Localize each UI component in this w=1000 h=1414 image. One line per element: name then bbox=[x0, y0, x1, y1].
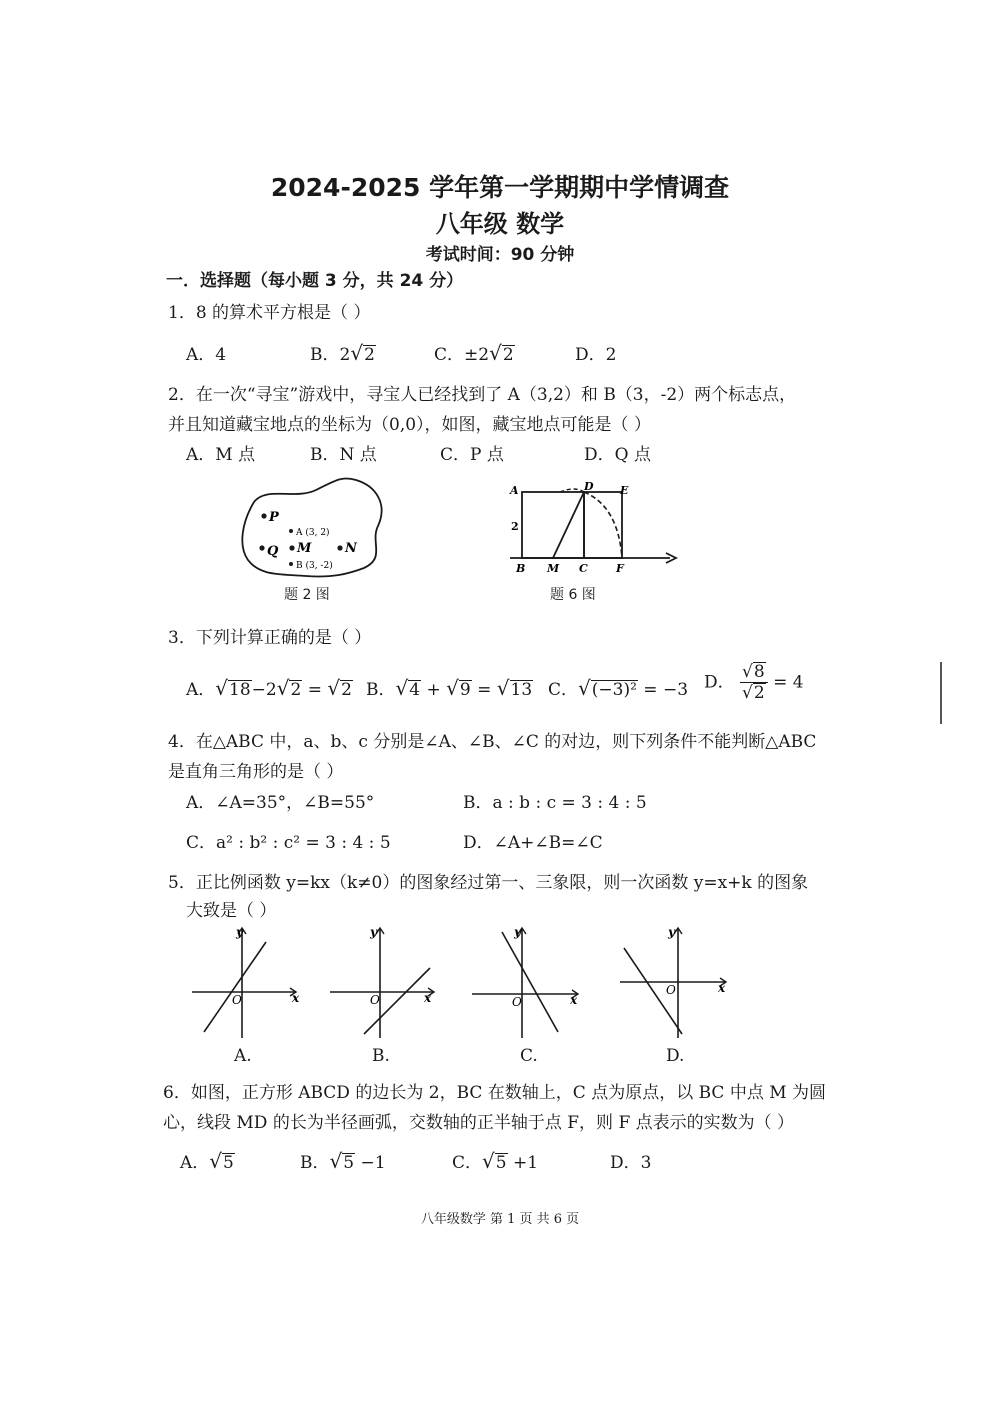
x-axis-label: x bbox=[570, 993, 578, 1007]
q1-option-b: B．2√2 bbox=[310, 341, 375, 365]
origin-label: O bbox=[370, 993, 380, 1007]
label-side-2: 2 bbox=[511, 520, 519, 533]
label-b: B bbox=[516, 562, 526, 575]
y-axis-label: y bbox=[668, 925, 675, 939]
point-m-dot bbox=[289, 545, 294, 550]
q2-option-b: B．N 点 bbox=[310, 445, 377, 465]
q5-graph-a bbox=[186, 922, 306, 1042]
q5-graph-a-label: A. bbox=[234, 1046, 252, 1066]
x-axis-label: x bbox=[292, 991, 300, 1005]
point-n-dot bbox=[337, 545, 342, 550]
point-n-label: N bbox=[345, 541, 357, 556]
q6-option-a: A．√5 bbox=[180, 1149, 234, 1173]
point-b-label: B (3, -2) bbox=[296, 561, 333, 571]
q5-graph-d bbox=[614, 922, 740, 1042]
q1-stem: 1．8 的算术平方根是（ ） bbox=[168, 303, 371, 323]
section-title: 一．选择题（每小题 3 分，共 24 分） bbox=[166, 271, 464, 291]
q4-option-b: B．a : b : c = 3 : 4 : 5 bbox=[463, 793, 647, 813]
q3-stem: 3．下列计算正确的是（ ） bbox=[168, 628, 372, 648]
q5-graph-c-label: C. bbox=[520, 1046, 538, 1066]
point-q-dot bbox=[259, 545, 264, 550]
exam-time: 考试时间：90 分钟 bbox=[425, 245, 575, 265]
q5-graph-b bbox=[324, 922, 444, 1042]
q6-option-b: B．√5 −1 bbox=[300, 1149, 386, 1173]
figure-6-caption: 题 6 图 bbox=[550, 587, 596, 603]
q4-option-c: C．a² : b² : c² = 3 : 4 : 5 bbox=[186, 833, 391, 853]
arc-to-f bbox=[584, 492, 622, 558]
rectangle-de bbox=[584, 492, 622, 558]
q3-option-d: D． $\frac{√8}{√2}$ = 4 bbox=[704, 662, 804, 704]
label-a: A bbox=[510, 484, 519, 497]
point-m-label: M bbox=[297, 541, 312, 556]
exam-subtitle: 八年级 数学 bbox=[435, 210, 565, 238]
figure-6 bbox=[500, 478, 690, 576]
origin-label: O bbox=[512, 995, 522, 1009]
q2-option-c: C．P 点 bbox=[440, 445, 504, 465]
q3-d-fraction: $\frac{√8}{√2}$ bbox=[740, 662, 768, 704]
exam-title: 2024-2025 学年第一学期期中学情调查 bbox=[270, 173, 730, 202]
q1-option-d: D．2 bbox=[575, 345, 617, 365]
figure-2 bbox=[236, 474, 396, 584]
q5-graph-b-label: B. bbox=[372, 1046, 390, 1066]
page-footer: 八年级数学 第 1 页 共 6 页 bbox=[420, 1212, 580, 1227]
x-axis-label: x bbox=[718, 981, 726, 995]
y-axis-label: y bbox=[514, 925, 521, 939]
q2-stem-line1: 2．在一次“寻宝”游戏中，寻宝人已经找到了 A（3,2）和 B（3，-2）两个标志点， bbox=[168, 385, 797, 405]
q1-option-c: C．±2√2 bbox=[434, 341, 514, 365]
function-line bbox=[204, 942, 266, 1032]
origin-label: O bbox=[232, 993, 242, 1007]
q6-option-c: C．√5 +1 bbox=[452, 1149, 539, 1173]
point-q-label: Q bbox=[267, 544, 279, 559]
function-line bbox=[502, 932, 558, 1032]
x-axis-label: x bbox=[424, 991, 432, 1005]
label-e: E bbox=[620, 484, 629, 497]
q4-option-d: D．∠A+∠B=∠C bbox=[463, 833, 603, 853]
q3-option-b: B．√4 + √9 = √13 bbox=[366, 676, 533, 700]
q4-stem-line1: 4．在△ABC 中，a、b、c 分别是∠A、∠B、∠C 的对边，则下列条件不能判断△ABC bbox=[168, 732, 817, 752]
point-a-label: A (3, 2) bbox=[296, 528, 330, 538]
q5-graph-c bbox=[466, 922, 586, 1042]
q2-option-a: A．M 点 bbox=[186, 445, 256, 465]
q5-stem-line2: 大致是（ ） bbox=[186, 901, 277, 921]
point-b-dot bbox=[289, 562, 293, 566]
q6-stem-line2: 心，线段 MD 的长为半径画弧，交数轴的正半轴于点 F，则 F 点表示的实数为（ ） bbox=[163, 1113, 795, 1133]
q2-option-d: D．Q 点 bbox=[584, 445, 651, 465]
y-axis-label: y bbox=[370, 925, 377, 939]
q5-stem-line1: 5．正比例函数 y=kx（k≠0）的图象经过第一、三象限，则一次函数 y=x+k 的图象 bbox=[168, 873, 809, 893]
figure-2-caption: 题 2 图 bbox=[284, 587, 330, 603]
origin-label: O bbox=[666, 983, 676, 997]
label-d: D bbox=[584, 480, 594, 493]
y-axis-label: y bbox=[236, 925, 243, 939]
segment-md bbox=[553, 492, 584, 558]
scan-edge-mark bbox=[940, 662, 942, 724]
square-abcd bbox=[522, 492, 584, 558]
q3-option-c: C．√(−3)² = −3 bbox=[548, 676, 689, 700]
q2-stem-line2: 并且知道藏宝地点的坐标为（0,0），如图，藏宝地点可能是（ ） bbox=[168, 415, 651, 435]
q3-option-a: A．√18−2√2 = √2 bbox=[186, 676, 352, 700]
label-f: F bbox=[616, 562, 624, 575]
q6-option-d: D．3 bbox=[610, 1153, 652, 1173]
q4-stem-line2: 是直角三角形的是（ ） bbox=[168, 762, 344, 782]
q5-graph-d-label: D. bbox=[666, 1046, 685, 1066]
label-c: C bbox=[579, 562, 588, 575]
point-p-label: P bbox=[269, 510, 279, 525]
point-a-dot bbox=[289, 529, 293, 533]
q4-option-a: A．∠A=35°，∠B=55° bbox=[186, 793, 375, 813]
point-p-dot bbox=[261, 513, 266, 518]
q6-stem-line1: 6．如图，正方形 ABCD 的边长为 2，BC 在数轴上，C 点为原点，以 BC 中点 M 为圆 bbox=[163, 1083, 827, 1103]
label-m: M bbox=[547, 562, 560, 575]
q1-option-a: A．4 bbox=[186, 345, 227, 365]
